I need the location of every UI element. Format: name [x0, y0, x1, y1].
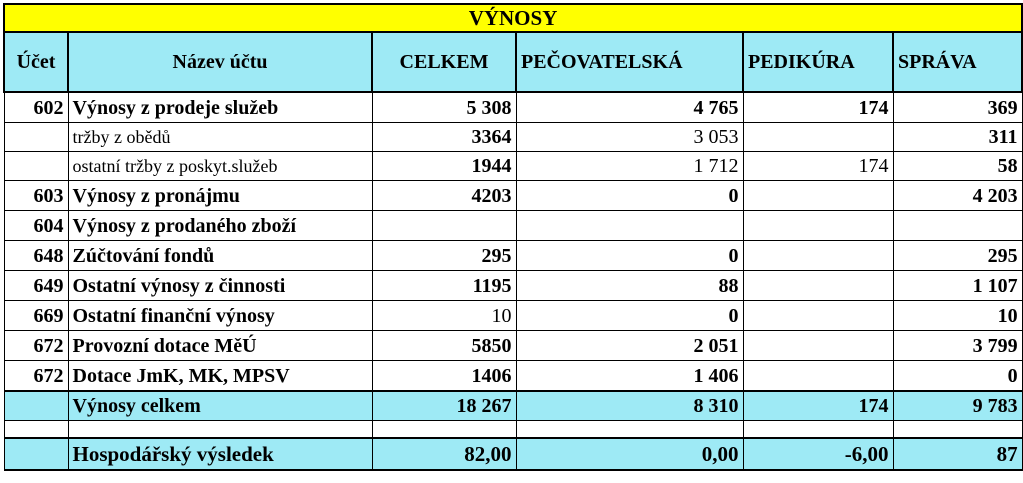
- revenue-sheet: [3, 3, 1021, 471]
- row-celkem: 295: [372, 241, 516, 271]
- header-nazev: Název účtu: [68, 32, 372, 92]
- row-pedikura: 174: [743, 152, 893, 181]
- row-sprava: 1 107: [893, 271, 1022, 301]
- row-pedikura: [743, 181, 893, 211]
- result-pedikura: -6,00: [743, 438, 893, 470]
- header-row: [4, 32, 1022, 92]
- row-pecovatelska: 0: [516, 181, 743, 211]
- header-pecovatelska: PEČOVATELSKÁ: [516, 32, 743, 92]
- row-pecovatelska: 4 765: [516, 92, 743, 123]
- spacer-cell: [372, 421, 516, 439]
- row-name: Výnosy z prodaného zboží: [68, 211, 372, 241]
- spacer-cell: [516, 421, 743, 439]
- row-name: Dotace JmK, MK, MPSV: [68, 361, 372, 392]
- row-account: [4, 123, 68, 152]
- title-row: [4, 4, 1022, 32]
- row-sprava: 295: [893, 241, 1022, 271]
- spacer-cell: [68, 421, 372, 439]
- table-title: VÝNOSY: [4, 4, 1022, 32]
- row-account: 602: [4, 92, 68, 123]
- row-pecovatelska: 1 712: [516, 152, 743, 181]
- row-pedikura: [743, 361, 893, 392]
- table-row: [4, 211, 1022, 241]
- revenue-table: [3, 3, 1023, 471]
- result-sprava: 87: [893, 438, 1022, 470]
- table-row: [4, 123, 1022, 152]
- result-celkem: 82,00: [372, 438, 516, 470]
- row-sprava: 4 203: [893, 181, 1022, 211]
- row-account: 669: [4, 301, 68, 331]
- row-celkem: [372, 211, 516, 241]
- row-celkem: 5 308: [372, 92, 516, 123]
- row-pedikura: [743, 301, 893, 331]
- spacer-cell: [4, 421, 68, 439]
- table-row: [4, 152, 1022, 181]
- row-celkem: 1195: [372, 271, 516, 301]
- header-ucet: Účet: [4, 32, 68, 92]
- table-row: [4, 241, 1022, 271]
- total-celkem: 18 267: [372, 391, 516, 421]
- total-pedikura: 174: [743, 391, 893, 421]
- table-row: [4, 361, 1022, 392]
- total-row: [4, 391, 1022, 421]
- row-pecovatelska: [516, 211, 743, 241]
- row-name: Ostatní finanční výnosy: [68, 301, 372, 331]
- row-sprava: 0: [893, 361, 1022, 392]
- row-sprava: 369: [893, 92, 1022, 123]
- row-celkem: 5850: [372, 331, 516, 361]
- row-account: 672: [4, 361, 68, 392]
- result-row: [4, 438, 1022, 470]
- row-celkem: 1406: [372, 361, 516, 392]
- row-sprava: [893, 211, 1022, 241]
- table-row: [4, 92, 1022, 123]
- table-row: [4, 271, 1022, 301]
- row-account: 648: [4, 241, 68, 271]
- row-pecovatelska: 3 053: [516, 123, 743, 152]
- row-name: Výnosy z prodeje služeb: [68, 92, 372, 123]
- spacer-cell: [743, 421, 893, 439]
- total-sprava: 9 783: [893, 391, 1022, 421]
- table-row: [4, 331, 1022, 361]
- total-label: Výnosy celkem: [68, 391, 372, 421]
- row-pecovatelska: 0: [516, 301, 743, 331]
- row-pedikura: [743, 271, 893, 301]
- row-sprava: 311: [893, 123, 1022, 152]
- result-label: Hospodářský výsledek: [68, 438, 372, 470]
- row-pedikura: [743, 241, 893, 271]
- result-acct-cell: [4, 438, 68, 470]
- result-pecovatelska: 0,00: [516, 438, 743, 470]
- total-pecovatelska: 8 310: [516, 391, 743, 421]
- header-celkem: CELKEM: [372, 32, 516, 92]
- row-account: 672: [4, 331, 68, 361]
- row-account: 649: [4, 271, 68, 301]
- row-celkem: 10: [372, 301, 516, 331]
- header-pedikura: PEDIKÚRA: [743, 32, 893, 92]
- row-name: Výnosy z pronájmu: [68, 181, 372, 211]
- row-name: Provozní dotace MěÚ: [68, 331, 372, 361]
- row-pecovatelska: 1 406: [516, 361, 743, 392]
- row-name: Ostatní výnosy z činnosti: [68, 271, 372, 301]
- row-pedikura: [743, 211, 893, 241]
- row-celkem: 1944: [372, 152, 516, 181]
- row-name: ostatní tržby z poskyt.služeb: [68, 152, 372, 181]
- row-pedikura: [743, 123, 893, 152]
- table-row: [4, 301, 1022, 331]
- row-pedikura: [743, 331, 893, 361]
- row-account: 603: [4, 181, 68, 211]
- row-celkem: 3364: [372, 123, 516, 152]
- row-sprava: 3 799: [893, 331, 1022, 361]
- header-sprava: SPRÁVA: [893, 32, 1022, 92]
- row-name: Zúčtování fondů: [68, 241, 372, 271]
- row-celkem: 4203: [372, 181, 516, 211]
- row-pedikura: 174: [743, 92, 893, 123]
- row-sprava: 58: [893, 152, 1022, 181]
- total-acct-cell: [4, 391, 68, 421]
- row-sprava: 10: [893, 301, 1022, 331]
- row-name: tržby z obědů: [68, 123, 372, 152]
- row-pecovatelska: 0: [516, 241, 743, 271]
- row-account: [4, 152, 68, 181]
- table-row: [4, 181, 1022, 211]
- spacer-row: [4, 421, 1022, 439]
- row-pecovatelska: 88: [516, 271, 743, 301]
- row-account: 604: [4, 211, 68, 241]
- row-pecovatelska: 2 051: [516, 331, 743, 361]
- spacer-cell: [893, 421, 1022, 439]
